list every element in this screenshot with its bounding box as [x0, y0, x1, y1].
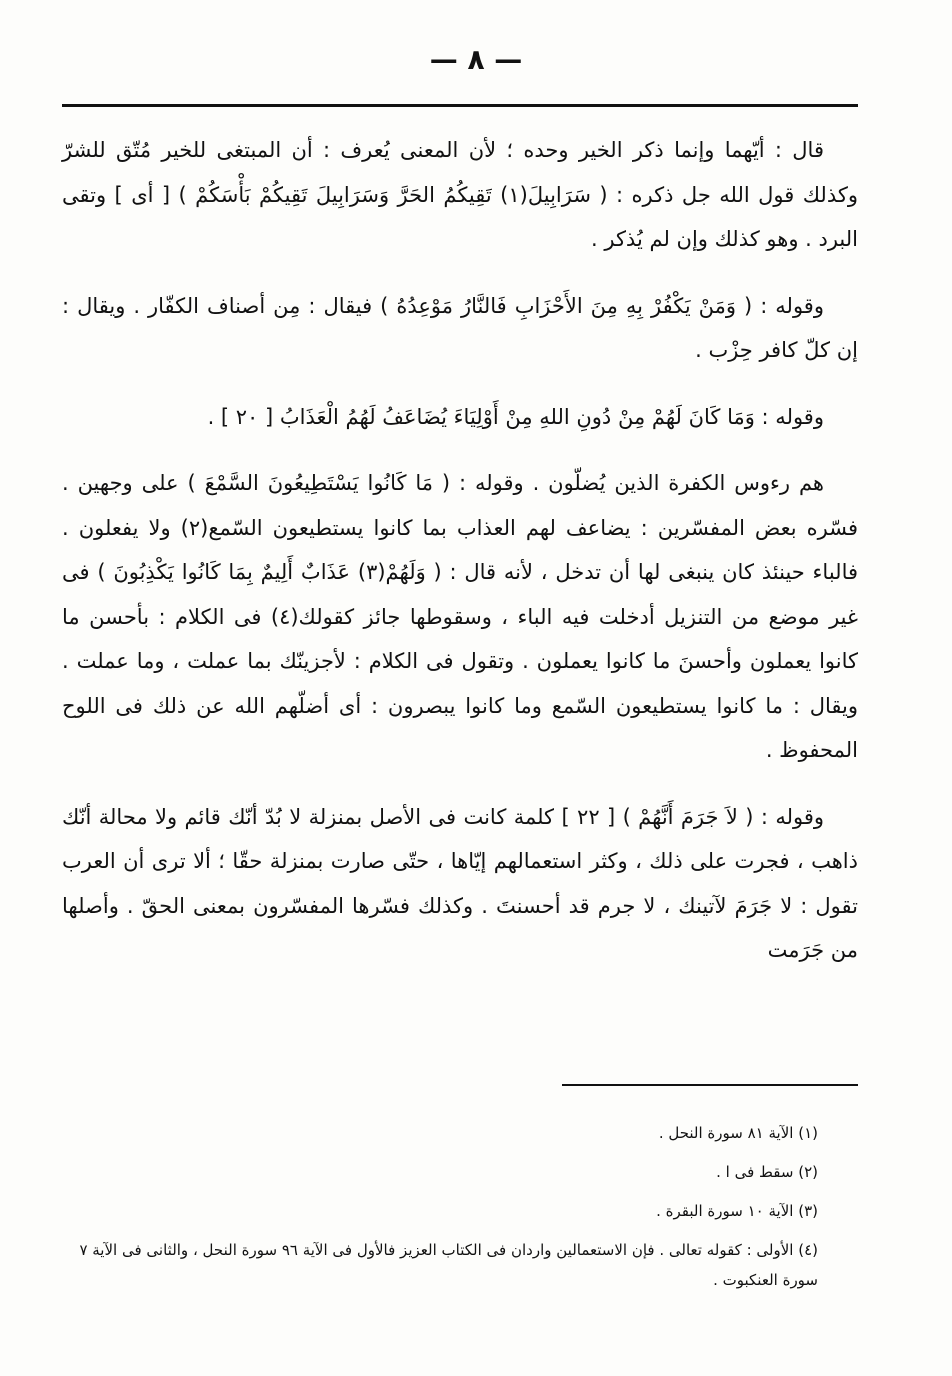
- footnote-1: (١) الآية ٨١ سورة النحل .: [658, 1124, 818, 1142]
- body-text: [62, 128, 858, 973]
- paragraph-2: وقوله : ( وَمَنْ يَكْفُرْ بِهِ مِنَ الأَحْزَابِ فَالنَّارُ مَوْعِدُهُ ) فيقال : مِن أصناف الكفّار . ويقال : إن كلّ كافر حِزْب .: [62, 293, 858, 362]
- paragraph-5: وقوله : ( لاَ جَرَمَ أَنَّهُمْ ) [ ٢٢ ] كلمة كانت فى الأصل بمنزلة لا بُدّ أنّك قائم ولا محالة أنّك ذاهب ، فجرت على ذلك ، وكثر استعمالهم إيّاها ، حتّى صارت بمنزلة حقّا ؛ ألا ترى أن العرب تقول : لا جَرَمَ لآتينك ، لا جرم قد أحسنتَ . وكذلك فسّرها المفسّرون بمعنى الحقّ . وأصلها من جَرَمت: [62, 804, 858, 962]
- footnote-2: (٢) سقط فى ا .: [716, 1163, 818, 1181]
- footnotes: [62, 1118, 858, 1295]
- header-rule: [62, 104, 858, 107]
- paragraph-4: هم رءوس الكفرة الذين يُضلّون . وقوله : ( مَا كَانُوا يَسْتَطِيعُونَ السَّمْعَ ) على وجهين . فسّره بعض المفسّرين : يضاعف لهم العذاب بما كانوا يستطيعون السّمع(٢) ولا يفعلون . فالباء حينئذ كان ينبغى لها أن تدخل ، لأنه قال : ( وَلَهُمْ(٣) عَذَابٌ أَلِيمٌ بِمَا كَانُوا يَكْذِبُونَ ) فى غير موضع من التنزيل أدخلت فيه الباء ، وسقوطها جائز كقولك(٤) فى الكلام : بأحسن ما كانوا يعملون وأحسنَ ما كانوا يعملون . وتقول فى الكلام : لأجزينّك بما عملت ، وما عملت . ويقال : ما كانوا يستطيعون السّمع وما كانوا يبصرون : أى أضلّهم الله عن ذلك فى اللوح المحفوظ .: [62, 471, 858, 762]
- footnote-3: (٣) الآية ١٠ سورة البقرة .: [656, 1202, 818, 1220]
- footnote-rule: [562, 1084, 858, 1086]
- page-number: — ٨ —: [429, 43, 523, 76]
- paragraph-3: وقوله : وَمَا كَانَ لَهُمْ مِنْ دُونِ اللهِ مِنْ أَوْلِيَاءَ يُضَاعَفُ لَهُمُ الْعَذَابُ [ ٢٠ ] .: [207, 404, 824, 429]
- footnote-4: (٤) الأولى : كقوله تعالى . فإن الاستعمالين واردان فى الكتاب العزيز فالأول فى الآية ٩٦ سورة النحل ، والثانى فى الآية ٧ سورة العنكبوت .: [79, 1241, 818, 1289]
- paragraph-1: قال : أيّهما وإنما ذكر الخير وحده ؛ لأن المعنى يُعرف : أن المبتغى للخير مُتّق للشرّ وكذلك قول الله جل ذكره : ( سَرَابِيلَ(١) تَقِيكُمُ الحَرَّ وَسَرَابِيلَ تَقِيكُمْ بَأْسَكُمْ ) [ أى ] وتقى البرد . وهو كذلك وإن لم يُذكر .: [62, 138, 858, 251]
